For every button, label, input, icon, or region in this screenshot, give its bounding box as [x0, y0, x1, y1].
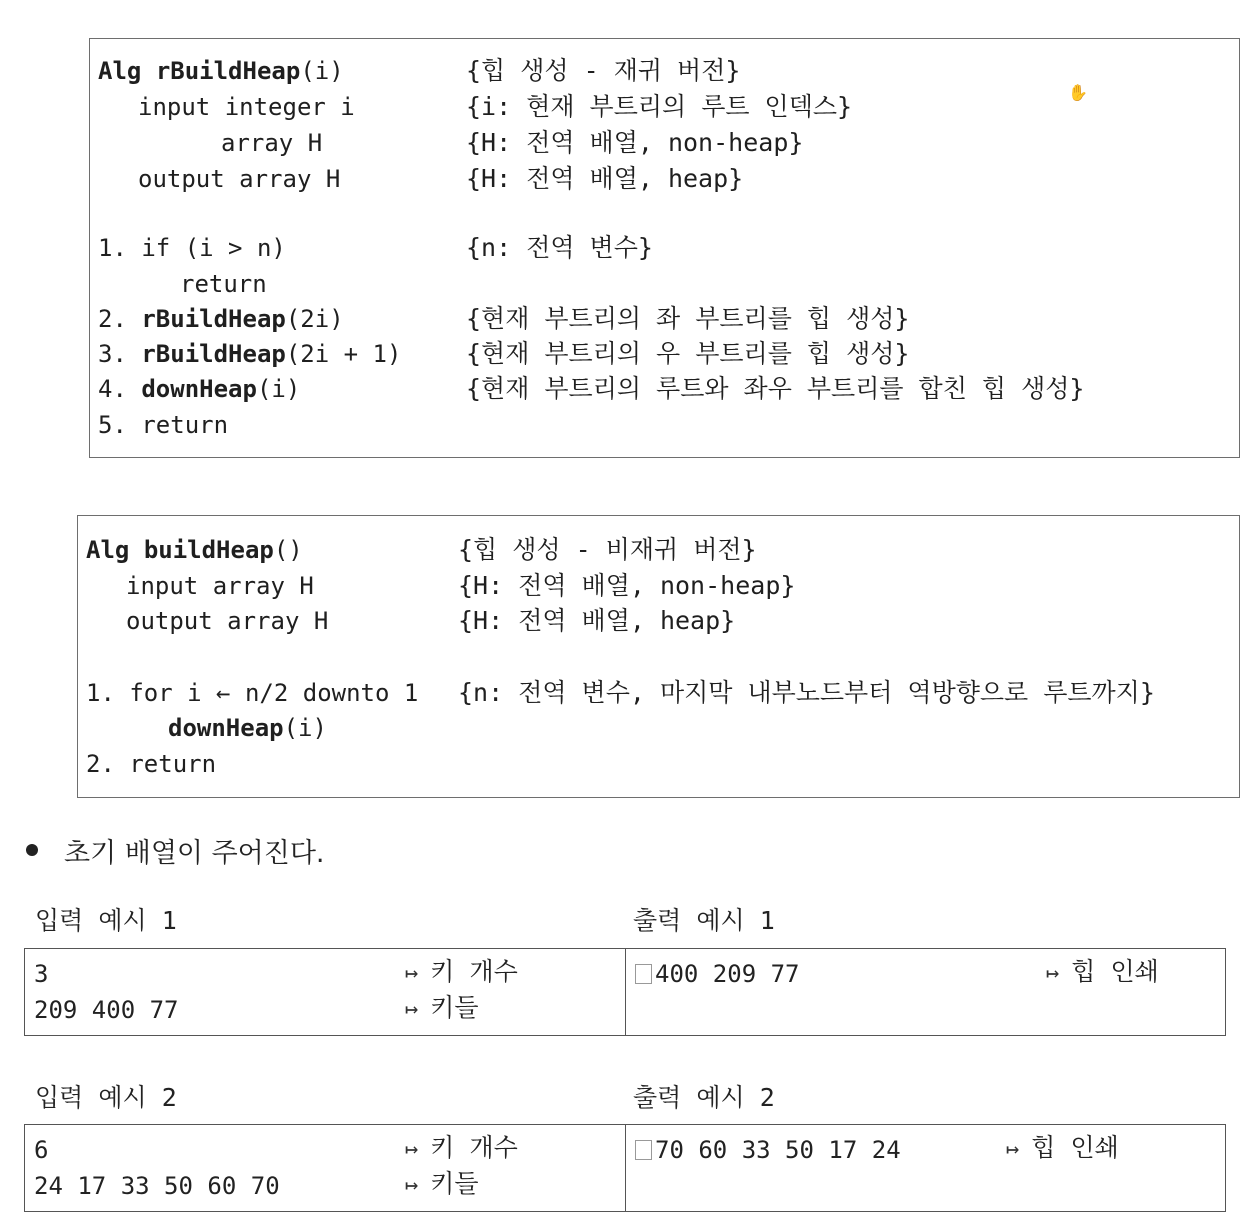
step-args: (2i)	[285, 305, 344, 333]
maps-to-arrow-icon: ↦	[405, 1137, 419, 1162]
alg-keyword: Alg	[98, 57, 142, 85]
note-text: 키들	[430, 1169, 479, 1198]
example2-input-note1	[405, 1133, 518, 1165]
alg1-header-comment: {힙 생성 - 재귀 버전}	[466, 56, 741, 85]
example1-input-line1: 3	[34, 960, 49, 988]
step-args: (i)	[256, 375, 301, 403]
alg2-step2	[86, 749, 216, 779]
example2-table	[24, 1124, 1226, 1212]
step-args: (i)	[283, 714, 327, 742]
example1-input-note1	[405, 957, 518, 989]
example2-output-label: 출력 예시 2	[633, 1083, 775, 1112]
example1-input-cell	[25, 949, 626, 1035]
step-number: 3.	[98, 340, 127, 368]
alg1-input2-comment: {H: 전역 배열, non-heap}	[466, 128, 804, 157]
bullet-text: 초기 배열이 주어진다.	[64, 837, 325, 869]
alg1-output-comment: {H: 전역 배열, heap}	[466, 164, 744, 193]
step-function: rBuildHeap	[141, 340, 286, 368]
alg2-step1-body	[168, 713, 327, 743]
step-number: 1.	[98, 234, 127, 262]
alg1-step4-comment: {현재 부트리의 루트와 좌우 부트리를 합친 힙 생성}	[466, 374, 1085, 403]
alg1-step5	[98, 410, 228, 440]
algorithm-box-buildheap	[77, 515, 1240, 798]
alg1-input1-comment: {i: 현재 부트리의 루트 인덱스}	[466, 92, 853, 121]
example2-input-line1: 6	[34, 1136, 49, 1164]
example1-output-line	[635, 959, 800, 989]
example2-output-cell	[626, 1125, 1225, 1211]
step-code: return	[129, 750, 217, 778]
alg-name: rBuildHeap	[155, 57, 301, 85]
alg1-step2-comment: {현재 부트리의 좌 부트리를 힙 생성}	[466, 304, 910, 333]
example1-input-line2: 209 400 77	[34, 996, 179, 1024]
example2-input-note2	[405, 1169, 479, 1201]
bullet-item	[26, 832, 325, 868]
note-text: 힙 인쇄	[1071, 957, 1159, 986]
example2-input-cell	[25, 1125, 626, 1211]
output-text: 400 209 77	[655, 960, 800, 988]
alg2-input-comment: {H: 전역 배열, non-heap}	[458, 571, 796, 600]
hand-cursor-icon: ✋	[1068, 83, 1088, 102]
step-number: 2.	[98, 305, 127, 333]
output-text: 70 60 33 50 17 24	[655, 1136, 901, 1164]
example1-output-cell	[626, 949, 1225, 1035]
alg-args: (i)	[300, 57, 344, 85]
alg-keyword: Alg	[86, 536, 130, 564]
alg2-step1-comment: {n: 전역 변수, 마지막 내부노드부터 역방향으로 루트까지}	[458, 678, 1155, 707]
note-text: 힙 인쇄	[1031, 1133, 1119, 1162]
alg2-output-comment: {H: 전역 배열, heap}	[458, 606, 736, 635]
step-args: (2i + 1)	[285, 340, 402, 368]
alg1-input1: input integer i	[138, 93, 355, 121]
example2-output-line	[635, 1135, 901, 1165]
maps-to-arrow-icon: ↦	[405, 1173, 419, 1198]
step-number: 2.	[86, 750, 115, 778]
example2-output-note	[1006, 1133, 1119, 1165]
space-box-icon	[635, 964, 652, 984]
alg1-step1-return: return	[180, 270, 267, 298]
step-number: 5.	[98, 411, 127, 439]
step-number: 4.	[98, 375, 127, 403]
alg1-step1	[98, 233, 286, 263]
example1-output-note	[1046, 957, 1159, 989]
alg2-input: input array H	[126, 572, 314, 600]
space-box-icon	[635, 1140, 652, 1160]
step-function: downHeap	[168, 714, 284, 742]
note-text: 키 개수	[430, 957, 518, 986]
step-code: return	[141, 411, 229, 439]
maps-to-arrow-icon: ↦	[1006, 1137, 1020, 1162]
maps-to-arrow-icon: ↦	[405, 961, 419, 986]
example1-output-label: 출력 예시 1	[633, 906, 775, 935]
bullet-dot-icon	[26, 844, 38, 856]
alg1-step1-comment: {n: 전역 변수}	[466, 233, 653, 262]
alg-args: ()	[273, 536, 303, 564]
example2-input-line2: 24 17 33 50 60 70	[34, 1172, 280, 1200]
alg2-step1	[86, 678, 418, 708]
step-function: rBuildHeap	[141, 305, 286, 333]
alg2-header	[86, 535, 303, 565]
alg2-header-comment: {힙 생성 - 비재귀 버전}	[458, 535, 757, 564]
alg1-step2	[98, 304, 344, 334]
maps-to-arrow-icon: ↦	[405, 997, 419, 1022]
step-code: if (i > n)	[141, 234, 286, 262]
alg2-output: output array H	[126, 607, 329, 635]
alg1-output: output array H	[138, 165, 341, 193]
example1-input-note2	[405, 993, 479, 1025]
alg1-header	[98, 56, 344, 86]
note-text: 키 개수	[430, 1133, 518, 1162]
alg1-step3	[98, 339, 401, 369]
step-function: downHeap	[141, 375, 257, 403]
algorithm-box-rbuildheap	[89, 38, 1240, 458]
step-code: for i ← n/2 downto 1	[129, 679, 419, 707]
alg1-step3-comment: {현재 부트리의 우 부트리를 힙 생성}	[466, 339, 910, 368]
alg-name: buildHeap	[143, 536, 274, 564]
example1-input-label: 입력 예시 1	[35, 906, 177, 935]
step-number: 1.	[86, 679, 115, 707]
alg1-step4	[98, 374, 300, 404]
alg1-input2: array H	[221, 129, 323, 157]
maps-to-arrow-icon: ↦	[1046, 961, 1060, 986]
example2-input-label: 입력 예시 2	[35, 1083, 177, 1112]
note-text: 키들	[430, 993, 479, 1022]
example1-table	[24, 948, 1226, 1036]
